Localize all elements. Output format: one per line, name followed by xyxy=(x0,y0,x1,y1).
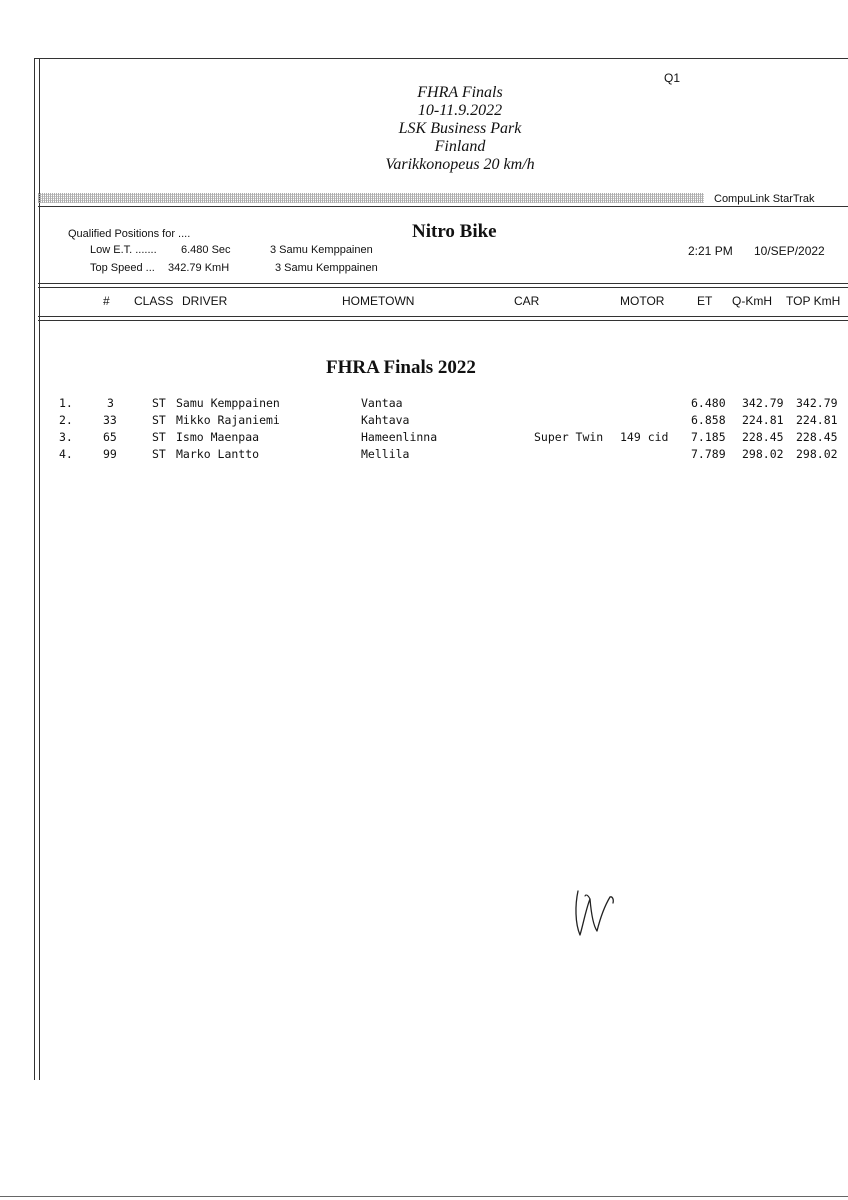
result-class: ST xyxy=(152,413,166,427)
result-pos: 4. xyxy=(59,447,73,461)
result-driver: Samu Kemppainen xyxy=(176,396,280,410)
result-num: 65 xyxy=(103,430,117,444)
category-title: Nitro Bike xyxy=(412,221,497,242)
print-date: 10/SEP/2022 xyxy=(754,244,825,258)
event-title: FHRA Finals xyxy=(417,84,503,101)
header-rule xyxy=(38,206,848,207)
result-topkmh: 224.81 xyxy=(796,413,838,427)
event-country: Finland xyxy=(434,138,486,155)
col-header-num: # xyxy=(103,294,110,308)
result-hometown: Vantaa xyxy=(361,396,403,410)
event-venue: LSK Business Park xyxy=(398,120,522,137)
result-driver: Marko Lantto xyxy=(176,447,260,461)
result-et: 7.789 xyxy=(691,447,726,461)
col-header-car: CAR xyxy=(514,294,540,308)
result-qkmh: 224.81 xyxy=(742,413,784,427)
result-topkmh: 342.79 xyxy=(796,396,838,410)
table-row xyxy=(0,430,848,447)
column-header-rule-2 xyxy=(38,320,848,321)
frame-top-line xyxy=(34,58,848,59)
print-time: 2:21 PM xyxy=(688,244,733,258)
result-qkmh: 228.45 xyxy=(742,430,784,444)
top-speed-value: 342.79 KmH xyxy=(168,262,230,274)
result-et: 6.480 xyxy=(691,396,726,410)
result-num: 33 xyxy=(103,413,117,427)
result-pos: 1. xyxy=(59,396,73,410)
result-qkmh: 298.02 xyxy=(742,447,784,461)
top-speed-driver: 3 Samu Kemppainen xyxy=(275,262,378,274)
result-topkmh: 228.45 xyxy=(796,430,838,444)
section-title: FHRA Finals 2022 xyxy=(326,357,476,378)
result-pos: 3. xyxy=(59,430,73,444)
result-driver: Mikko Rajaniemi xyxy=(176,413,280,427)
result-pos: 2. xyxy=(59,413,73,427)
result-motor: 149 cid xyxy=(620,430,669,444)
col-header-qkmh: Q-KmH xyxy=(732,294,772,308)
result-driver: Ismo Maenpaa xyxy=(176,430,260,444)
col-header-hometown: HOMETOWN xyxy=(342,294,415,308)
qualified-heading: Qualified Positions for .... xyxy=(68,228,191,240)
result-et: 7.185 xyxy=(691,430,726,444)
low-et-driver: 3 Samu Kemppainen xyxy=(270,244,373,256)
col-header-et: ET xyxy=(697,294,713,308)
col-header-driver: DRIVER xyxy=(182,294,228,308)
frame-left-line-outer xyxy=(34,58,35,1080)
result-hometown: Kahtava xyxy=(361,413,410,427)
results-table xyxy=(0,396,848,464)
top-speed-label: Top Speed ... xyxy=(90,262,155,274)
col-header-class: CLASS xyxy=(134,294,174,308)
result-num: 99 xyxy=(103,447,117,461)
result-car: Super Twin xyxy=(534,430,604,444)
event-header xyxy=(300,84,620,174)
result-hometown: Hameenlinna xyxy=(361,430,438,444)
result-class: ST xyxy=(152,430,166,444)
result-qkmh: 342.79 xyxy=(742,396,784,410)
col-header-topkmh: TOP KmH xyxy=(786,294,841,308)
col-header-motor: MOTOR xyxy=(620,294,665,308)
event-dates: 10-11.9.2022 xyxy=(417,102,503,119)
result-num: 3 xyxy=(107,396,114,410)
event-pit-speed: Varikkonopeus 20 km/h xyxy=(385,156,535,173)
handwritten-signature xyxy=(566,885,626,945)
result-et: 6.858 xyxy=(691,413,726,427)
table-row xyxy=(0,413,848,430)
qualified-rule-1 xyxy=(38,283,848,284)
column-header-rule-1 xyxy=(38,316,848,317)
header-dotted-band xyxy=(38,193,704,203)
frame-left-line-inner xyxy=(39,58,40,1080)
result-topkmh: 298.02 xyxy=(796,447,838,461)
table-row xyxy=(0,396,848,413)
software-label: CompuLink StarTrak xyxy=(714,193,815,205)
result-class: ST xyxy=(152,447,166,461)
page-bottom-line xyxy=(0,1196,848,1197)
result-class: ST xyxy=(152,396,166,410)
low-et-value: 6.480 Sec xyxy=(181,244,231,256)
sheet-code: Q1 xyxy=(664,71,681,85)
result-hometown: Mellila xyxy=(361,447,410,461)
low-et-label: Low E.T. ....... xyxy=(90,244,157,256)
table-row xyxy=(0,447,848,464)
qualified-rule-2 xyxy=(38,287,848,288)
